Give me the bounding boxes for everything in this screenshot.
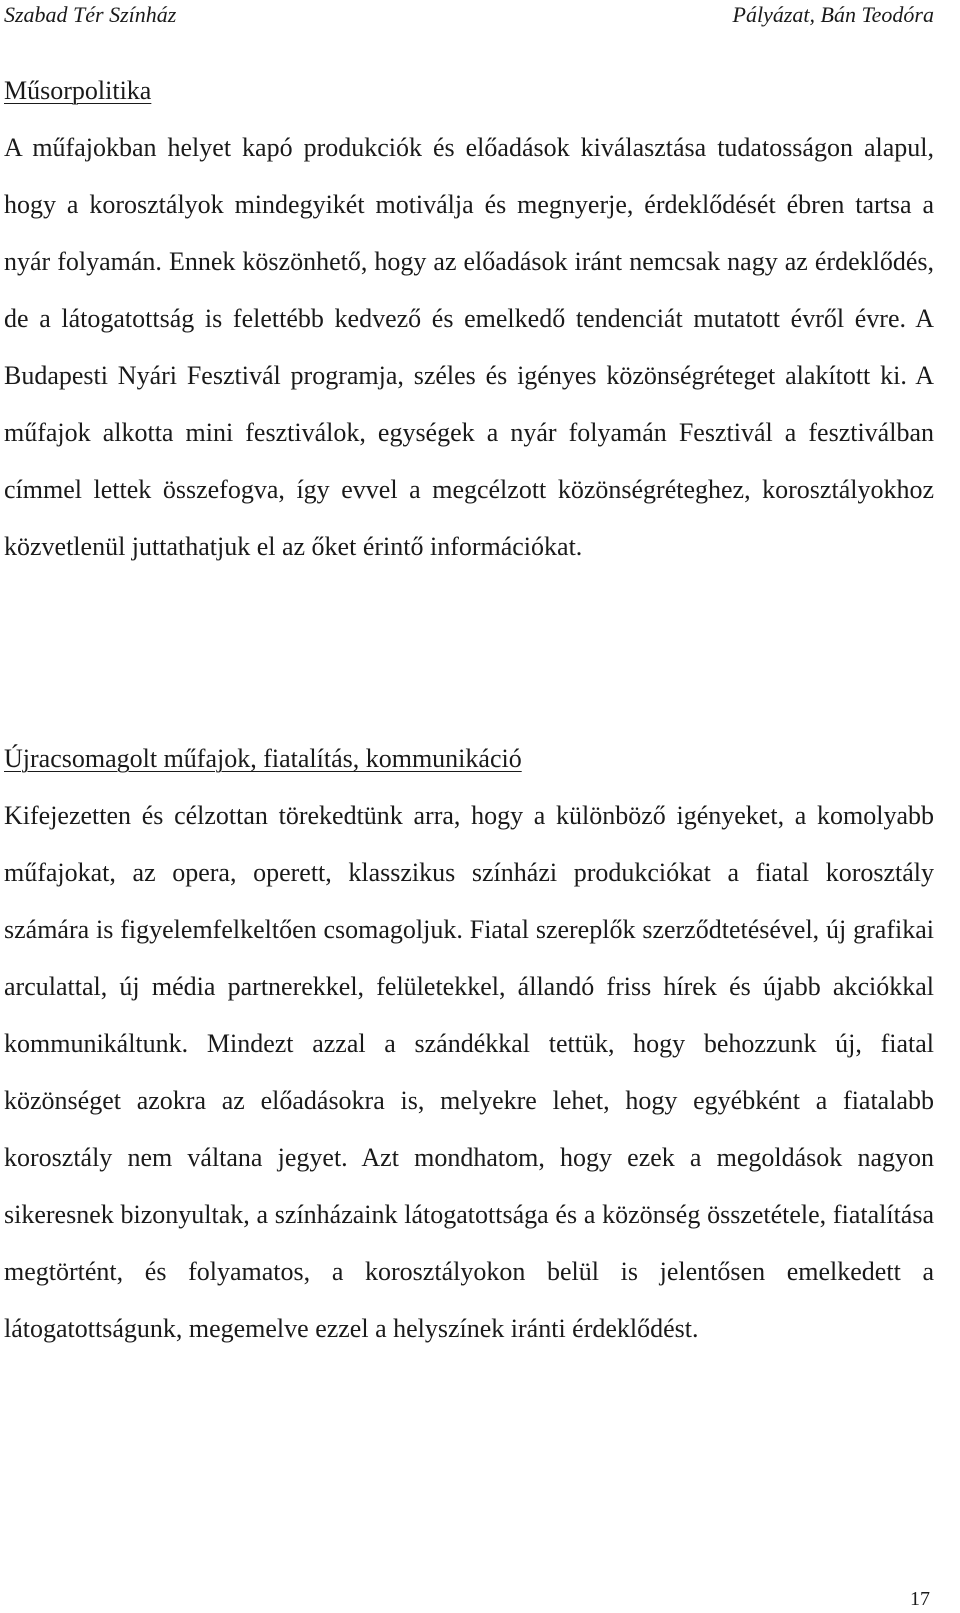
header-document-title: Pályázat, Bán Teodóra	[732, 2, 934, 27]
page-header	[0, 0, 960, 34]
section-heading: Műsorpolitika	[4, 76, 152, 105]
section-heading: Újracsomagolt műfajok, fiatalítás, kommunikáció	[4, 744, 522, 773]
section-paragraph: Kifejezetten és célzottan törekedtünk arra, hogy a különböző igényeket, a komolyabb műfajokat, az opera, operett, klasszikus színházi produkciókat a fiatal korosztály számára is figyelemfelkeltően csomagoljuk. Fiatal szereplők szerződtetésével, új grafikai arculattal, új média partnerekkel, felületekkel, állandó friss hírek és újabb akciókkal kommunikáltunk. Mindezt azzal a szándékkal tettük, hogy behozzunk új, fiatal közönséget azokra az előadásokra is, melyekre lehet, hogy egyébként a fiatalabb korosztály nem váltana jegyet. Azt mondhatom, hogy ezek a megoldások nagyon sikeresnek bizonyultak, a színházaink látogatottsága és a közönség összetétele, fiatalítása megtörtént, és folyamatos, a korosztályokon belül is jelentősen emelkedett a látogatottságunk, megemelve ezzel a helyszínek iránti érdeklődést.	[4, 801, 934, 1343]
header-organization: Szabad Tér Színház	[4, 2, 177, 27]
page-number: 17	[910, 1588, 930, 1610]
section-musorpolitika	[4, 62, 934, 575]
section-paragraph: A műfajokban helyet kapó produkciók és előadások kiválasztása tudatosságon alapul, hogy a korosztályok mindegyikét motiválja és megnyerje, érdeklődését ébren tartsa a nyár folyamán. Ennek köszönhető, hogy az előadások iránt nemcsak nagy az érdeklődés, de a látogatottság is felettébb kedvező és emelkedő tendenciát mutatott évről évre. A Budapesti Nyári Fesztivál programja, széles és igényes közönségréteget alakított ki. A műfajok alkotta mini fesztiválok, egységek a nyár folyamán Fesztivál a fesztiválban címmel lettek összefogva, így evvel a megcélzott közönségréteghez, korosztályokhoz közvetlenül juttathatjuk el az őket érintő információkat.	[4, 133, 934, 561]
section-ujracsomagolt-mufajok	[4, 730, 934, 1357]
